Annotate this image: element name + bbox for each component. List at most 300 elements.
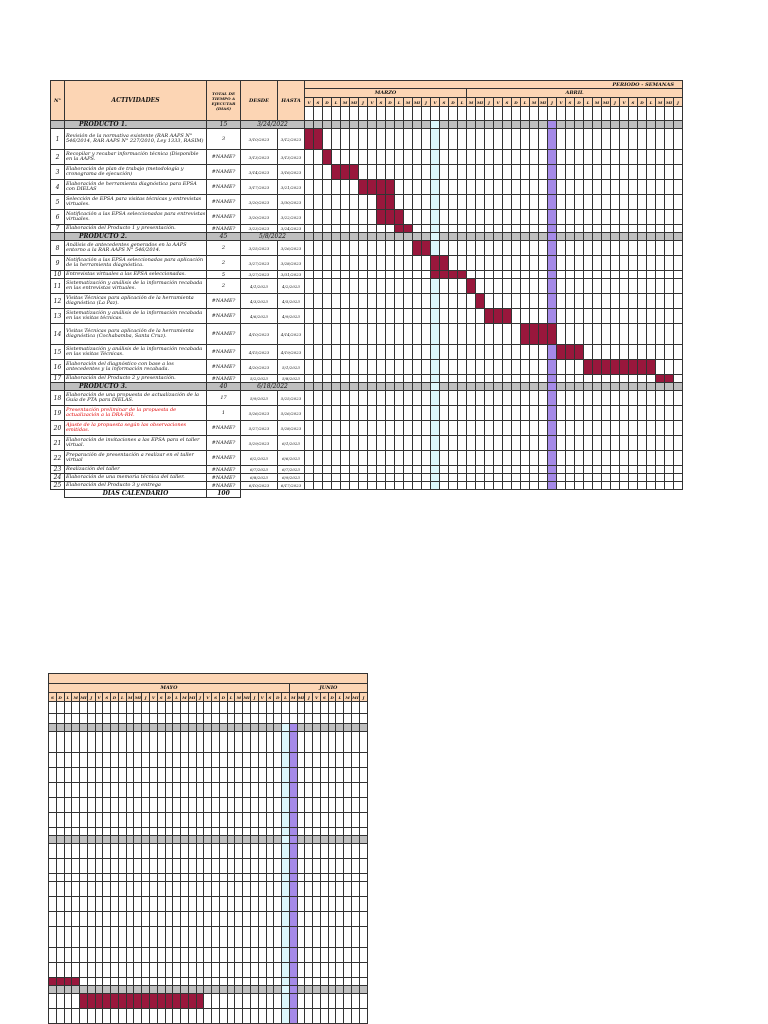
weekday-cell: L — [332, 98, 341, 107]
gantt-cell — [157, 1009, 165, 1024]
gantt-cell — [80, 948, 88, 963]
gantt-cell — [313, 927, 321, 948]
gantt-cell — [503, 474, 512, 482]
gantt-cell — [251, 882, 259, 897]
gantt-cell — [422, 210, 431, 225]
gantt-cell — [344, 768, 352, 783]
gantt-cell — [282, 1009, 290, 1024]
gantt-cell — [530, 391, 539, 406]
gantt-cell — [377, 225, 386, 233]
gantt-cell — [395, 309, 404, 324]
weekday-cell: M — [182, 694, 187, 700]
gantt-cell — [297, 882, 305, 897]
gantt-cell — [297, 978, 305, 986]
gantt-cell — [320, 836, 328, 844]
gantt-cell — [647, 466, 656, 474]
gantt-cell — [320, 828, 328, 836]
gantt-cell — [56, 813, 64, 828]
gantt-cell — [602, 180, 611, 195]
gantt-cell — [328, 1009, 336, 1024]
gantt-cell — [611, 421, 620, 436]
activity-desde: 5/27/2023 — [241, 421, 278, 436]
gantt-cell — [157, 978, 165, 986]
gantt-cell — [219, 948, 227, 963]
gantt-cell — [313, 783, 321, 798]
gantt-cell — [404, 406, 413, 421]
gantt-cell — [219, 844, 227, 859]
gantt-cell — [289, 948, 297, 963]
gantt-cell — [282, 844, 290, 859]
gantt-cell — [142, 1009, 150, 1024]
gantt-cell — [188, 874, 196, 882]
gantt-cell — [530, 375, 539, 383]
weekday-cell: J — [305, 693, 313, 702]
gantt-cell — [165, 912, 173, 927]
gantt-cell — [80, 768, 88, 783]
gantt-cell — [332, 360, 341, 375]
gantt-cell — [118, 897, 126, 912]
gantt-cell — [593, 421, 602, 436]
gantt-cell — [323, 129, 332, 150]
gantt-cell — [485, 482, 494, 490]
gantt-cell — [629, 406, 638, 421]
gantt-cell — [328, 844, 336, 859]
gantt-cell — [476, 195, 485, 210]
gantt-cell — [72, 859, 80, 874]
gantt-cell — [359, 195, 368, 210]
gantt-cell — [344, 836, 352, 844]
gantt-cell — [413, 225, 422, 233]
date-cell — [503, 107, 512, 121]
gantt-cell — [188, 732, 196, 753]
gantt-cell — [134, 859, 142, 874]
gantt-cell — [344, 828, 352, 836]
gantt-cell — [638, 271, 647, 279]
gantt-cell — [620, 324, 629, 345]
gantt-cell — [56, 882, 64, 897]
gantt-cell — [258, 732, 266, 753]
gantt-cell — [386, 474, 395, 482]
gantt-cell — [629, 345, 638, 360]
activity-hasta: 3/31/2023 — [278, 271, 305, 279]
gantt-cell — [72, 724, 80, 732]
gantt-cell — [328, 732, 336, 753]
gantt-cell — [440, 279, 449, 294]
gantt-cell — [251, 724, 259, 732]
gantt-cell — [368, 482, 377, 490]
gantt-cell — [566, 360, 575, 375]
gantt-cell — [49, 948, 57, 963]
gantt-cell — [352, 813, 360, 828]
weekday-cell: D — [638, 98, 647, 107]
gantt-cell — [476, 210, 485, 225]
gantt-cell — [111, 836, 119, 844]
gantt-cell — [297, 912, 305, 927]
gantt-cell — [395, 375, 404, 383]
gantt-cell — [359, 165, 368, 180]
gantt-cell — [181, 948, 189, 963]
gantt-cell — [404, 360, 413, 375]
gantt-cell — [458, 391, 467, 406]
weekday-cell: D — [575, 98, 584, 107]
gantt-cell — [422, 451, 431, 466]
gantt-cell — [126, 874, 134, 882]
gantt-cell — [352, 768, 360, 783]
gantt-cell — [359, 897, 367, 912]
gantt-cell — [103, 978, 111, 986]
gantt-cell — [638, 482, 647, 490]
gantt-cell — [181, 874, 189, 882]
gantt-cell — [656, 324, 665, 345]
gantt-cell — [494, 451, 503, 466]
gantt-cell — [602, 345, 611, 360]
gantt-cell — [395, 294, 404, 309]
gantt-cell — [157, 927, 165, 948]
product-row — [51, 383, 683, 391]
gantt-cell — [336, 828, 344, 836]
gantt-cell — [181, 978, 189, 986]
gantt-cell — [656, 195, 665, 210]
gantt-cell — [258, 874, 266, 882]
gantt-cell — [314, 436, 323, 451]
activity-desde: 4/3/2023 — [241, 294, 278, 309]
gantt-cell — [476, 451, 485, 466]
gantt-cell — [282, 783, 290, 798]
gantt-cell — [266, 986, 274, 994]
gantt-cell — [548, 436, 557, 451]
gantt-cell — [485, 451, 494, 466]
gantt-cell — [656, 482, 665, 490]
gantt-cell — [674, 466, 683, 474]
gantt-cell — [350, 180, 359, 195]
gantt-cell — [289, 859, 297, 874]
gantt-cell — [368, 279, 377, 294]
gantt-cell — [377, 360, 386, 375]
gantt-cell — [386, 421, 395, 436]
gantt-cell — [204, 836, 212, 844]
weekday-cell: MI — [476, 99, 484, 105]
gantt-cell — [87, 986, 95, 994]
activity-hasta: 6/6/2023 — [278, 451, 305, 466]
gantt-cell — [251, 813, 259, 828]
gantt-cell — [539, 195, 548, 210]
gantt-cell — [584, 195, 593, 210]
gantt-cell — [103, 844, 111, 859]
gantt-cell — [629, 210, 638, 225]
gantt-cell — [87, 768, 95, 783]
gantt-cell — [49, 897, 57, 912]
gantt-cell — [289, 844, 297, 859]
gantt-cell — [332, 391, 341, 406]
gantt-cell — [181, 798, 189, 813]
gantt-cell — [103, 1009, 111, 1024]
gantt-cell — [56, 724, 64, 732]
gantt-cell — [188, 897, 196, 912]
gantt-cell — [328, 963, 336, 978]
gantt-cell — [118, 813, 126, 828]
gantt-cell — [503, 421, 512, 436]
gantt-cell — [313, 753, 321, 768]
gantt-bar-cell — [350, 165, 359, 180]
gantt-cell — [557, 391, 566, 406]
gantt-cell — [243, 963, 251, 978]
gantt-cell — [413, 451, 422, 466]
gantt-cell — [227, 732, 235, 753]
gantt-cell — [602, 279, 611, 294]
gantt-cell — [440, 150, 449, 165]
gantt-cell — [539, 391, 548, 406]
gantt-cell — [611, 451, 620, 466]
gantt-cell — [386, 391, 395, 406]
activity-text: Preparación de presentación a realizar en el taller virtual — [65, 451, 207, 466]
gantt-cell — [557, 210, 566, 225]
gantt-cell — [289, 882, 297, 897]
gantt-cell — [350, 360, 359, 375]
gantt-cell — [386, 451, 395, 466]
gantt-cell — [181, 912, 189, 927]
gantt-cell — [449, 225, 458, 233]
gantt-cell — [422, 482, 431, 490]
gantt-cell — [530, 451, 539, 466]
gantt-cell — [341, 482, 350, 490]
gantt-cell — [181, 783, 189, 798]
gantt-cell — [359, 241, 368, 256]
weekday-cell: D — [274, 693, 282, 702]
gantt-cell — [188, 963, 196, 978]
gantt-cell — [313, 732, 321, 753]
gantt-cell — [251, 836, 259, 844]
gantt-cell — [258, 882, 266, 897]
gantt-bar-cell — [602, 360, 611, 375]
gantt-cell — [413, 406, 422, 421]
gantt-cell — [593, 241, 602, 256]
gantt-cell — [440, 309, 449, 324]
gantt-cell — [665, 482, 674, 490]
gantt-cell — [49, 963, 57, 978]
gantt-cell — [219, 813, 227, 828]
weekday-cell: M — [127, 694, 133, 700]
gantt-cell — [593, 195, 602, 210]
gantt-cell — [332, 324, 341, 345]
gantt-cell — [328, 882, 336, 897]
gantt-bar-cell — [188, 994, 196, 1009]
gantt-cell — [227, 844, 235, 859]
gantt-cell — [494, 195, 503, 210]
gantt-cell — [181, 986, 189, 994]
activity-row — [51, 375, 683, 383]
gantt-cell — [530, 195, 539, 210]
gantt-cell — [118, 836, 126, 844]
date-cell — [494, 107, 503, 121]
gantt-cell — [341, 129, 350, 150]
gantt-cell — [314, 165, 323, 180]
gantt-cell — [118, 874, 126, 882]
gantt-cell — [584, 210, 593, 225]
gantt-cell — [181, 753, 189, 768]
gantt-cell — [665, 406, 674, 421]
gantt-cell — [656, 256, 665, 271]
gantt-bar-cell — [440, 256, 449, 271]
gantt-cell — [305, 294, 314, 309]
gantt-cell — [620, 391, 629, 406]
activity-hasta: 5/25/2023 — [278, 391, 305, 406]
gantt-cell — [413, 482, 422, 490]
gantt-cell — [305, 768, 313, 783]
gantt-cell — [404, 241, 413, 256]
gantt-cell — [56, 986, 64, 994]
gantt-cell — [647, 391, 656, 406]
gantt-cell — [157, 783, 165, 798]
weekday-cell: L — [64, 693, 72, 702]
gantt-cell — [103, 912, 111, 927]
gantt-cell — [521, 436, 530, 451]
gantt-cell — [467, 241, 476, 256]
gantt-cell — [165, 753, 173, 768]
gantt-cell — [305, 195, 314, 210]
gantt-cell — [204, 978, 212, 986]
gantt-cell — [395, 360, 404, 375]
gantt-cell — [196, 874, 204, 882]
gantt-cell — [103, 859, 111, 874]
gantt-bar-cell — [485, 309, 494, 324]
gantt-cell — [142, 978, 150, 986]
gantt-cell — [305, 927, 313, 948]
gantt-cell — [395, 241, 404, 256]
gantt-cell — [440, 294, 449, 309]
gantt-cell — [458, 150, 467, 165]
activity-desde: 3/14/2023 — [241, 165, 278, 180]
gantt-cell — [274, 927, 282, 948]
gantt-cell — [413, 210, 422, 225]
gantt-cell — [305, 882, 313, 897]
activity-total: 5 — [207, 271, 241, 279]
gantt-cell — [289, 798, 297, 813]
gantt-cell — [377, 271, 386, 279]
gantt-cell — [352, 948, 360, 963]
gantt-cell — [188, 724, 196, 732]
activity-number: 22 — [51, 451, 65, 466]
gantt-cell — [557, 436, 566, 451]
date-cell — [341, 107, 350, 121]
gantt-cell — [313, 978, 321, 986]
gantt-cell — [413, 391, 422, 406]
gantt-cell — [539, 241, 548, 256]
gantt-cell — [611, 294, 620, 309]
gantt-cell — [336, 874, 344, 882]
gantt-cell — [227, 828, 235, 836]
gantt-cell — [251, 912, 259, 927]
gantt-cell — [593, 180, 602, 195]
gantt-cell — [449, 180, 458, 195]
gantt-cell — [485, 421, 494, 436]
activity-text: Selección de EPSA para visitas técnicas y entrevistas virtuales. — [65, 195, 207, 210]
gantt-cell — [422, 421, 431, 436]
gantt-cell — [467, 129, 476, 150]
gantt-cell — [521, 482, 530, 490]
gantt-cell — [386, 241, 395, 256]
product-range: 5/8/2022 — [241, 233, 305, 241]
gantt-cell — [111, 948, 119, 963]
gantt-cell — [219, 978, 227, 986]
gantt-cell — [665, 165, 674, 180]
gantt-cell — [196, 978, 204, 986]
gantt-cell — [548, 241, 557, 256]
gantt-cell — [49, 724, 57, 732]
weekday-cell: M — [656, 98, 665, 107]
weekday-cell: L — [521, 98, 530, 107]
gantt-cell — [665, 324, 674, 345]
activity-text: Sistematización y análisis de la información recabada en las entrevistas virtuales. — [65, 279, 207, 294]
gantt-cell — [313, 948, 321, 963]
product-title: PRODUCTO 2. — [65, 233, 207, 241]
gantt-cell — [80, 874, 88, 882]
gantt-cell — [126, 768, 134, 783]
gantt-cell — [404, 482, 413, 490]
gantt-cell — [352, 732, 360, 753]
gantt-bar-cell — [404, 225, 413, 233]
gantt-cell — [332, 294, 341, 309]
gantt-cell — [64, 927, 72, 948]
gantt-cell — [620, 309, 629, 324]
gantt-cell — [165, 813, 173, 828]
gantt-cell — [629, 195, 638, 210]
gantt-bar-cell — [575, 345, 584, 360]
activity-number: 1 — [51, 129, 65, 150]
gantt-cell — [344, 874, 352, 882]
gantt-cell — [413, 360, 422, 375]
gantt-cell — [575, 360, 584, 375]
gantt-cell — [674, 375, 683, 383]
gantt-cell — [350, 129, 359, 150]
gantt-cell — [266, 828, 274, 836]
gantt-cell — [72, 948, 80, 963]
gantt-cell — [584, 345, 593, 360]
gantt-cell — [320, 724, 328, 732]
gantt-cell — [251, 897, 259, 912]
gantt-cell — [297, 732, 305, 753]
gantt-bar-cell — [377, 195, 386, 210]
activity-number: 7 — [51, 225, 65, 233]
date-cell — [449, 107, 458, 121]
gantt-bar-cell — [157, 994, 165, 1009]
gantt-cell — [313, 1009, 321, 1024]
gantt-cell — [629, 241, 638, 256]
gantt-cell — [584, 466, 593, 474]
gantt-cell — [629, 150, 638, 165]
gantt-cell — [530, 271, 539, 279]
activity-row — [51, 256, 683, 271]
gantt-cell — [297, 994, 305, 1009]
gantt-cell — [305, 986, 313, 994]
gantt-cell — [431, 180, 440, 195]
gantt-cell — [49, 768, 57, 783]
gantt-bar-cell — [539, 324, 548, 345]
weekday-cell: J — [359, 98, 368, 107]
activity-hasta: 3/30/2023 — [278, 195, 305, 210]
gantt-cell — [103, 753, 111, 768]
gantt-cell — [485, 256, 494, 271]
gantt-cell — [142, 897, 150, 912]
gantt-cell — [173, 813, 181, 828]
date-cell — [332, 107, 341, 121]
gantt-cell — [485, 129, 494, 150]
gantt-cell — [332, 129, 341, 150]
gantt-cell — [243, 912, 251, 927]
gantt-cell — [204, 724, 212, 732]
gantt-cell — [647, 345, 656, 360]
activity-total: 3 — [207, 129, 241, 150]
gantt-cell — [656, 466, 665, 474]
